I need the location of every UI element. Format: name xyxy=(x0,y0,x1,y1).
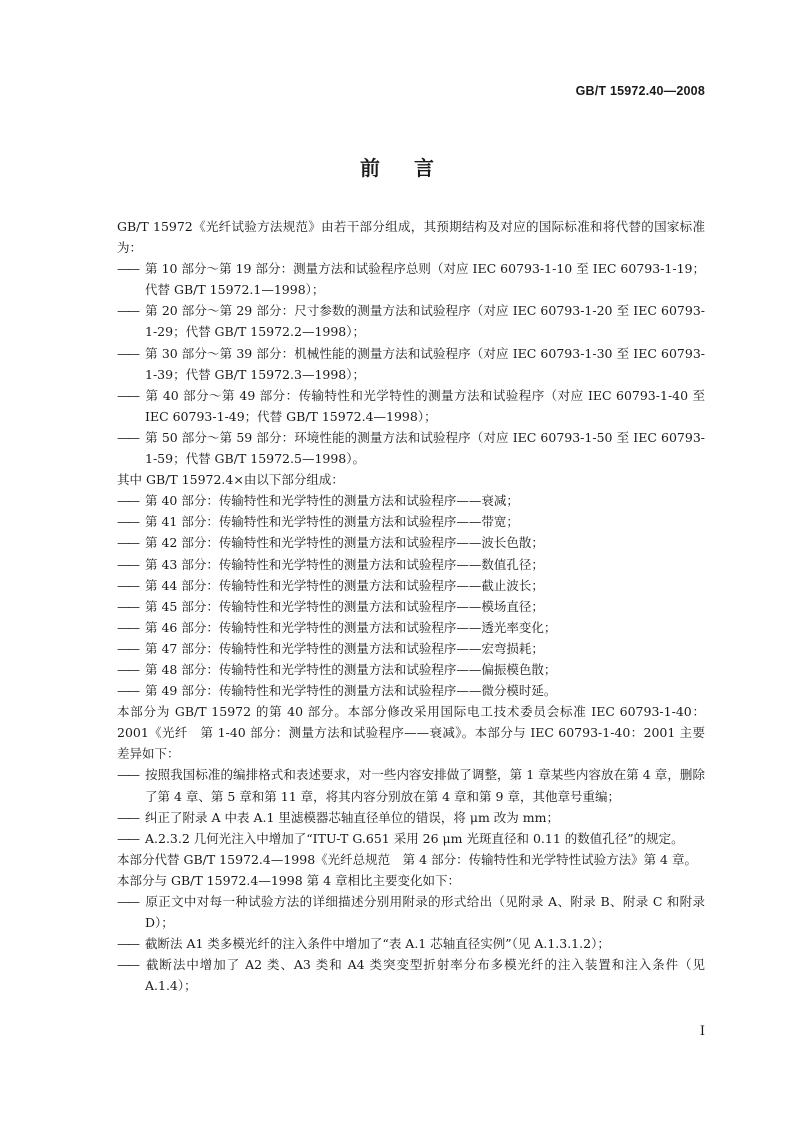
list-item xyxy=(117,427,705,469)
list-item xyxy=(117,300,705,342)
list-item xyxy=(117,680,705,701)
dash-marker: —— xyxy=(117,345,138,361)
dash-marker: —— xyxy=(117,661,138,677)
dash-marker: —— xyxy=(117,957,138,973)
list-item-text: 截断法中增加了 A2 类、A3 类和 A4 类突变型折射率分布多模光纤的注入装置和注入条件（见 A.1.4）； xyxy=(145,957,705,994)
list-item-text: 原正文中对每一种试验方法的详细描述分别用附录的形式给出（见附录 A、附录 B、附录 C 和附录 D）； xyxy=(145,894,705,931)
list-item-text: 第 45 部分：传输特性和光学特性的测量方法和试验程序——模场直径； xyxy=(145,598,544,614)
dash-marker: —— xyxy=(117,640,138,656)
list-item xyxy=(117,385,705,427)
dash-marker: —— xyxy=(117,830,138,846)
list-item xyxy=(117,764,705,806)
list-item-text: 第 40 部分～第 49 部分：传输特性和光学特性的测量方法和试验程序（对应 IEC 60793-1-40 至 IEC 60793-1-49；代替 GB/T 15972.4—1998）； xyxy=(145,387,705,424)
dash-marker: —— xyxy=(117,767,138,783)
list-item-text: 按照我国标准的编排格式和表述要求，对一些内容安排做了调整，第 1 章某些内容放在第 4 章，删除了第 4 章、第 5 章和第 11 章，将其内容分别放在第 4 章和第 9 章，其他章号重编； xyxy=(145,767,705,804)
paragraph: GB/T 15972《光纤试验方法规范》由若干部分组成，其预期结构及对应的国际标准和将代替的国家标准为： xyxy=(117,219,705,256)
list-item xyxy=(117,891,705,933)
dash-marker: —— xyxy=(117,809,138,825)
dash-marker: —— xyxy=(117,514,138,530)
list-item xyxy=(117,490,705,511)
list-item xyxy=(117,554,705,575)
list-item xyxy=(117,258,705,300)
list-item-text: 第 46 部分：传输特性和光学特性的测量方法和试验程序——透光率变化； xyxy=(145,619,557,635)
dash-marker: —— xyxy=(117,598,138,614)
paragraph: 本部分与 GB/T 15972.4—1998 第 4 章相比主要变化如下： xyxy=(117,872,461,888)
dash-marker: —— xyxy=(117,493,138,509)
dash-marker: —— xyxy=(117,303,138,319)
list-item xyxy=(117,596,705,617)
list-item-text: 第 42 部分：传输特性和光学特性的测量方法和试验程序——波长色散； xyxy=(145,535,544,551)
paragraph: 本部分为 GB/T 15972 的第 40 部分。本部分修改采用国际电工技术委员会标准 IEC 60793-1-40：2001《光纤 第 1-40 部分：测量方法和试验程序——衰减》。本部分与 IEC 60793-1-40：2001 主要差异如下： xyxy=(117,704,705,762)
list-item-text: 第 44 部分：传输特性和光学特性的测量方法和试验程序——截止波长； xyxy=(145,577,544,593)
dash-marker: —— xyxy=(117,556,138,572)
list-item-text: A.2.3.2 几何光注入中增加了“ITU-T G.651 采用 26 μm 光斑直径和 0.11 的数值孔径”的规定。 xyxy=(145,830,684,846)
list-item-text: 第 10 部分～第 19 部分：测量方法和试验程序总则（对应 IEC 60793-1-10 至 IEC 60793-1-19；代替 GB/T 15972.1—1998）； xyxy=(145,261,705,298)
list-item xyxy=(117,511,705,532)
list-item-text: 纠正了附录 A 中表 A.1 里滤模器芯轴直径单位的错误，将 μm 改为 mm； xyxy=(145,809,559,825)
list-item xyxy=(117,933,705,954)
list-item xyxy=(117,659,705,680)
list-item-text: 第 30 部分～第 39 部分：机械性能的测量方法和试验程序（对应 IEC 60793-1-30 至 IEC 60793-1-39；代替 GB/T 15972.3—1998）； xyxy=(145,345,705,382)
dash-marker: —— xyxy=(117,894,138,909)
list-item xyxy=(117,954,705,996)
dash-marker: —— xyxy=(117,683,138,699)
list-item-text: 截断法 A1 类多模光纤的注入条件中增加了“表 A.1 芯轴直径实例”（见 A.1.3.1.2）； xyxy=(145,936,610,952)
dash-marker: —— xyxy=(117,577,138,593)
list-item-text: 第 48 部分：传输特性和光学特性的测量方法和试验程序——偏振模色散； xyxy=(145,661,557,677)
list-item xyxy=(117,807,705,828)
dash-marker: —— xyxy=(117,535,138,551)
dash-marker: —— xyxy=(117,619,138,635)
header-standard-number: GB/T 15972.40—2008 xyxy=(575,84,705,98)
page-number: I xyxy=(699,1024,705,1039)
page-title: 前言 xyxy=(360,156,468,180)
list-item-text: 第 49 部分：传输特性和光学特性的测量方法和试验程序——微分模时延。 xyxy=(145,683,557,699)
list-item-text: 第 41 部分：传输特性和光学特性的测量方法和试验程序——带宽； xyxy=(145,514,519,530)
paragraph: 其中 GB/T 15972.4×由以下部分组成： xyxy=(117,472,344,488)
list-item-text: 第 47 部分：传输特性和光学特性的测量方法和试验程序——宏弯损耗； xyxy=(145,640,544,656)
dash-marker: —— xyxy=(117,429,138,445)
dash-marker: —— xyxy=(117,387,138,403)
list-item xyxy=(117,617,705,638)
list-item-text: 第 20 部分～第 29 部分：尺寸参数的测量方法和试验程序（对应 IEC 60793-1-20 至 IEC 60793-1-29；代替 GB/T 15972.2—1998）； xyxy=(145,303,705,340)
list-item xyxy=(117,532,705,553)
list-item-text: 第 43 部分：传输特性和光学特性的测量方法和试验程序——数值孔径； xyxy=(145,556,544,572)
list-item xyxy=(117,343,705,385)
paragraph: 本部分代替 GB/T 15972.4—1998《光纤总规范 第 4 部分：传输特性和光学特性试验方法》第 4 章。 xyxy=(117,851,697,867)
list-item xyxy=(117,575,705,596)
list-item-text: 第 40 部分：传输特性和光学特性的测量方法和试验程序——衰减； xyxy=(145,493,519,509)
list-item-text: 第 50 部分～第 59 部分：环境性能的测量方法和试验程序（对应 IEC 60793-1-50 至 IEC 60793-1-59；代替 GB/T 15972.5—1998）。 xyxy=(145,429,705,467)
document-body xyxy=(117,216,705,996)
dash-marker: —— xyxy=(117,936,138,952)
list-item xyxy=(117,638,705,659)
list-item xyxy=(117,828,705,849)
dash-marker: —— xyxy=(117,261,138,277)
